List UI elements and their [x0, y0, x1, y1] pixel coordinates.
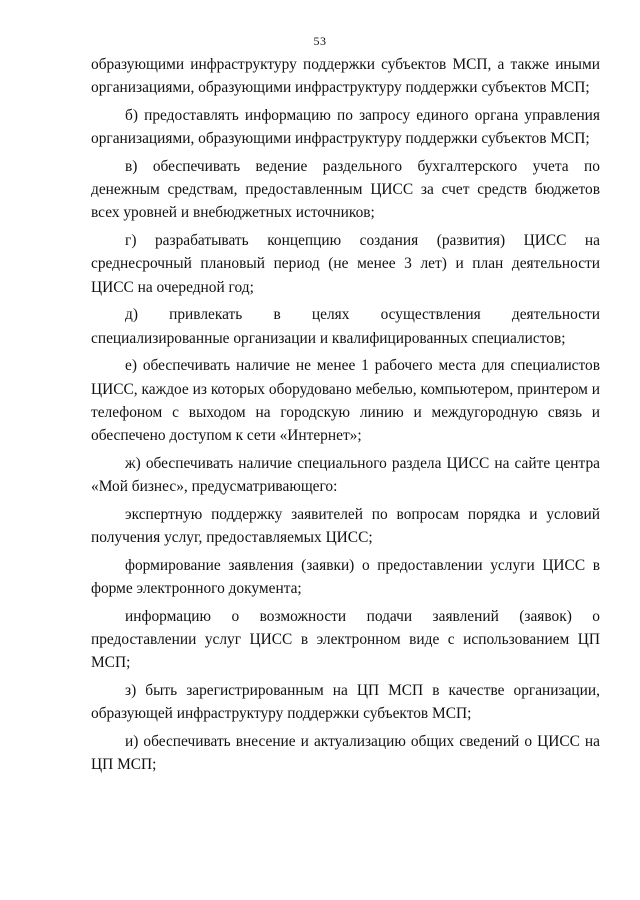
paragraph-item-g: г) разрабатывать концепцию создания (развития) ЦИСС на среднесрочный плановый период (не менее 3 лет) и план деятельности ЦИСС на очередной год;: [91, 232, 600, 296]
paragraph-item-e: е) обеспечивать наличие не менее 1 рабочего места для специалистов ЦИСС, каждое из которых оборудовано мебелью, компьютером, принтером и телефоном с выходом на городскую линию и междугородную связь и обеспечено доступом к сети «Интернет»;: [91, 357, 600, 445]
page-number: 53: [313, 34, 327, 48]
document-body: [91, 53, 600, 781]
paragraph-continuation: образующими инфраструктуру поддержки субъектов МСП, а также иными организациями, образующими инфраструктуру поддержки субъектов МСП;: [91, 56, 600, 97]
paragraph-subitem-electronic-submission: информацию о возможности подачи заявлений (заявок) о предоставлении услуг ЦИСС в электронном виде с использованием ЦП МСП;: [91, 607, 600, 672]
paragraph-item-d: д) привлекать в целях осуществления деятельности специализированные организации и квалифицированных специалистов;: [91, 306, 600, 347]
paragraph-item-z: з) быть зарегистрированным на ЦП МСП в качестве организации, образующей инфраструктуру поддержки субъектов МСП;: [91, 682, 600, 723]
paragraph-subitem-application-form: формирование заявления (заявки) о предоставлении услуги ЦИСС в форме электронного документа;: [91, 556, 600, 598]
paragraph-item-v: в) обеспечивать ведение раздельного бухгалтерского учета по денежным средствам, предоставленным ЦИСС за счет средств бюджетов всех уровней и внебюджетных источников;: [91, 158, 600, 222]
paragraph-item-zh: ж) обеспечивать наличие специального раздела ЦИСС на сайте центра «Мой бизнес», предусматривающего:: [91, 454, 600, 496]
paragraph-item-i: и) обеспечивать внесение и актуализацию общих сведений о ЦИСС на ЦП МСП;: [91, 733, 600, 774]
paragraph-item-b: б) предоставлять информацию по запросу единого органа управления организациями, образующими инфраструктуру поддержки субъектов МСП;: [91, 107, 600, 148]
paragraph-subitem-expert-support: экспертную поддержку заявителей по вопросам порядка и условий получения услуг, предоставляемых ЦИСС;: [91, 505, 600, 547]
